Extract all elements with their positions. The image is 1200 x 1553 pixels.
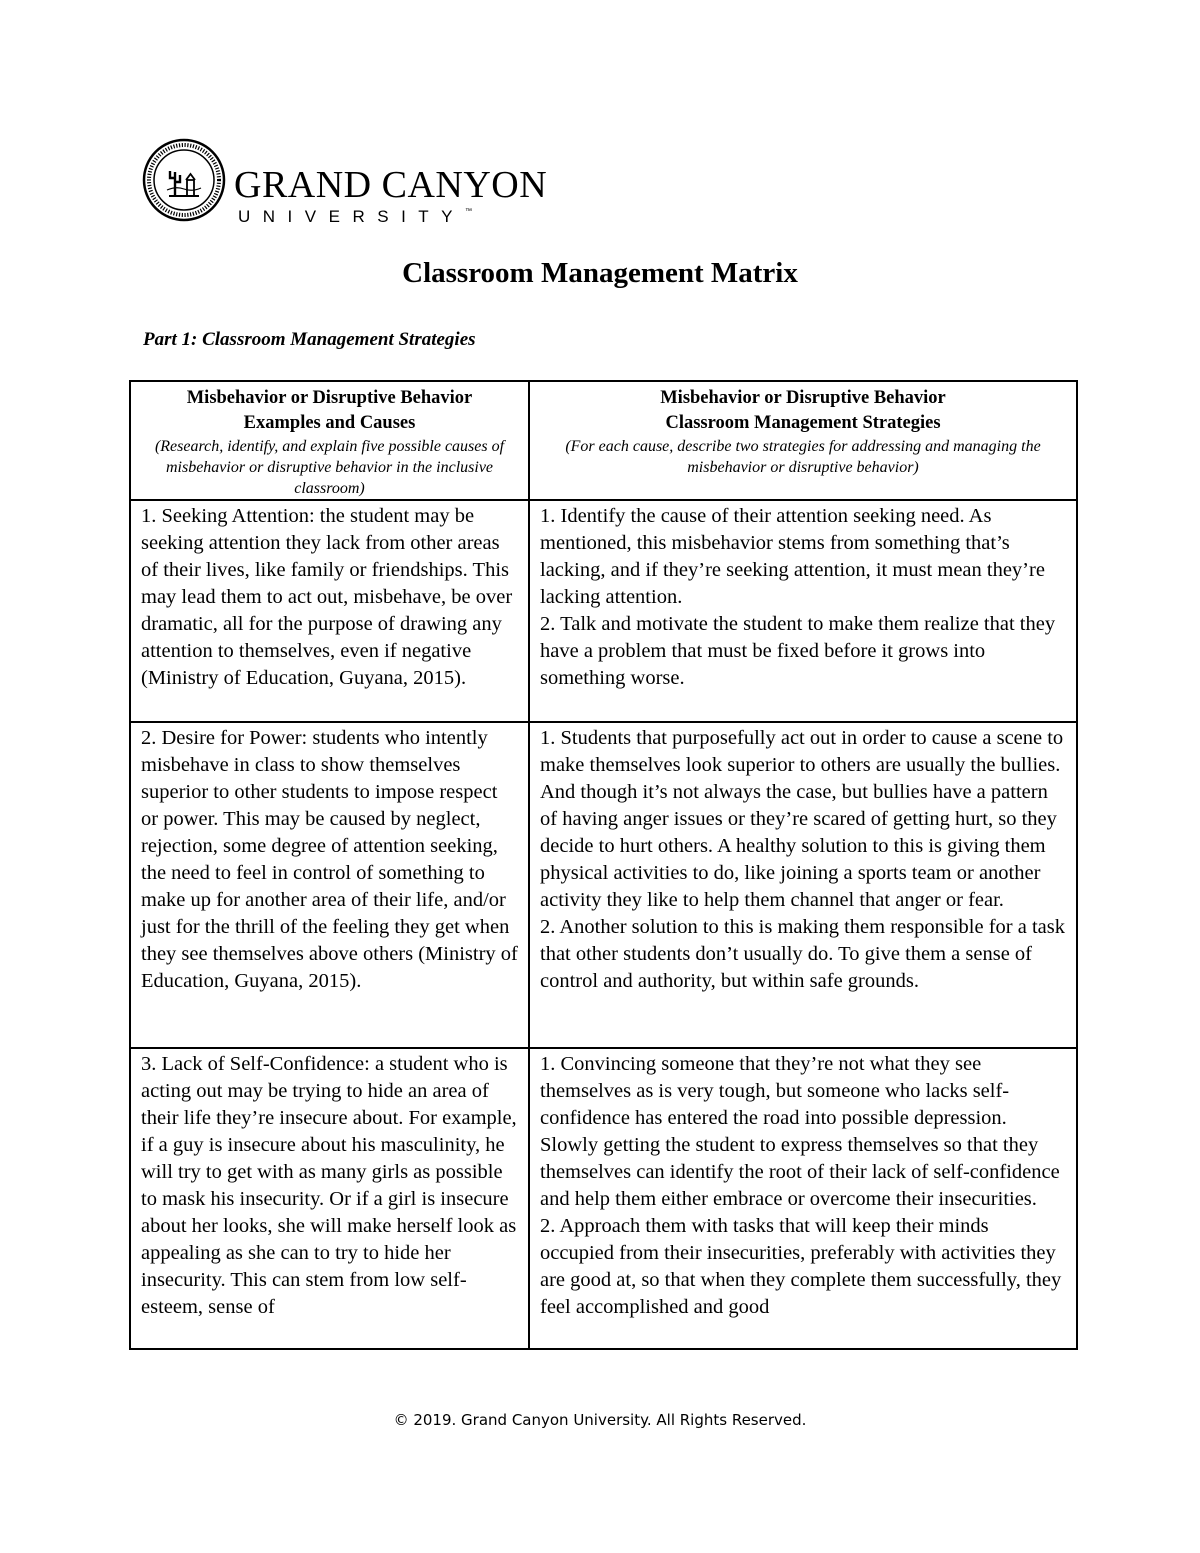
- trademark-symbol: ™: [465, 208, 473, 215]
- cause-cell: [130, 500, 529, 722]
- university-logo: [142, 138, 548, 228]
- cause-cell: [130, 722, 529, 1048]
- header-note: (Research, identify, and explain five possible causes of misbehavior or disruptive behavior in the inclusive classroom): [154, 438, 505, 497]
- strategy-text: 1. Students that purposefully act out in order to cause a scene to make themselves look superior to others are usually the bullies. And though it’s not always the case, but bullies have a pattern of having anger issues or they’re scared of getting hurt, so they decide to hurt others. A healthy solution to this is giving them physical activities to do, like joining a sports team or another activity they like to help them channel that anger or fear.: [540, 727, 1064, 911]
- document-title: Classroom Management Matrix: [402, 257, 798, 289]
- cause-text: 2. Desire for Power: students who intently misbehave in class to show themselves superior to other students to impose respect or power. This may be caused by neglect, rejection, some degree of attention seeking, the need to feel in control of something to make up for another area of their life, and/or just for the thrill of the feeling they get when they see themselves above others (Ministry of Education, Guyana, 2015).: [141, 727, 518, 992]
- strategy-cell: [529, 722, 1077, 1048]
- header-line: Examples and Causes: [243, 413, 416, 433]
- part-heading: Part 1: Classroom Management Strategies: [143, 329, 476, 350]
- header-line: Misbehavior or Disruptive Behavior: [186, 388, 473, 408]
- cause-cell: [130, 1048, 529, 1349]
- header-line: Misbehavior or Disruptive Behavior: [660, 388, 946, 408]
- strategy-cell: [529, 500, 1077, 722]
- strategy-text: 2. Talk and motivate the student to make them realize that they have a problem that must be fixed before it grows into something worse.: [540, 613, 1056, 689]
- copyright-footer: © 2019. Grand Canyon University. All Rights Reserved.: [393, 1411, 807, 1429]
- header-line: Classroom Management Strategies: [665, 413, 941, 433]
- classroom-management-matrix: [129, 380, 1078, 1350]
- strategy-cell: [529, 1048, 1077, 1349]
- logo-wordmark: GRAND CANYON: [234, 164, 548, 206]
- table-row: [130, 500, 1077, 722]
- strategy-text: 2. Another solution to this is making them responsible for a task that other students don’t usually do. To give them a sense of control and authority, but within safe grounds.: [540, 916, 1065, 992]
- header-note: (For each cause, describe two strategies for addressing and managing the misbehavior or disruptive behavior): [565, 438, 1041, 476]
- university-seal-icon: [142, 138, 226, 222]
- header-row: [130, 381, 1077, 500]
- strategy-text: 2. Approach them with tasks that will keep their minds occupied from their insecurities, preferably with activities they are good at, so that when they complete them successfully, they feel accomplished and good: [540, 1215, 1062, 1318]
- header-strategies: [529, 381, 1077, 500]
- cause-text: 1. Seeking Attention: the student may be seeking attention they lack from other areas of their lives, like family or friendships. This may lead them to act out, misbehave, be over dramatic, all for the purpose of drawing any attention to themselves, even if negative (Ministry of Education, Guyana, 2015).: [141, 505, 513, 689]
- strategy-text: 1. Identify the cause of their attention seeking need. As mentioned, this misbehavior stems from something that’s lacking, and if they’re seeking attention, it must mean they’re lacking attention.: [540, 505, 1045, 608]
- table-row: [130, 1048, 1077, 1349]
- header-causes: [130, 381, 529, 500]
- logo-subtitle: UNIVERSITY™: [238, 207, 473, 226]
- strategy-text: 1. Convincing someone that they’re not what they see themselves as is very tough, but someone who lacks self-confidence has entered the road into possible depression. Slowly getting the student to express themselves so that they themselves can identify the root of their lack of self-confidence and help them either embrace or overcome their insecurities.: [540, 1053, 1060, 1210]
- cause-text: 3. Lack of Self-Confidence: a student who is acting out may be trying to hide an area of their life they’re insecure about. For example, if a guy is insecure about his masculinity, he will try to get with as many girls as possible to mask his insecurity. Or if a girl is insecure about her looks, she will make herself look as appealing as she can to try to hide her insecurity. This can stem from low self-esteem, sense of: [141, 1053, 517, 1318]
- table-row: [130, 722, 1077, 1048]
